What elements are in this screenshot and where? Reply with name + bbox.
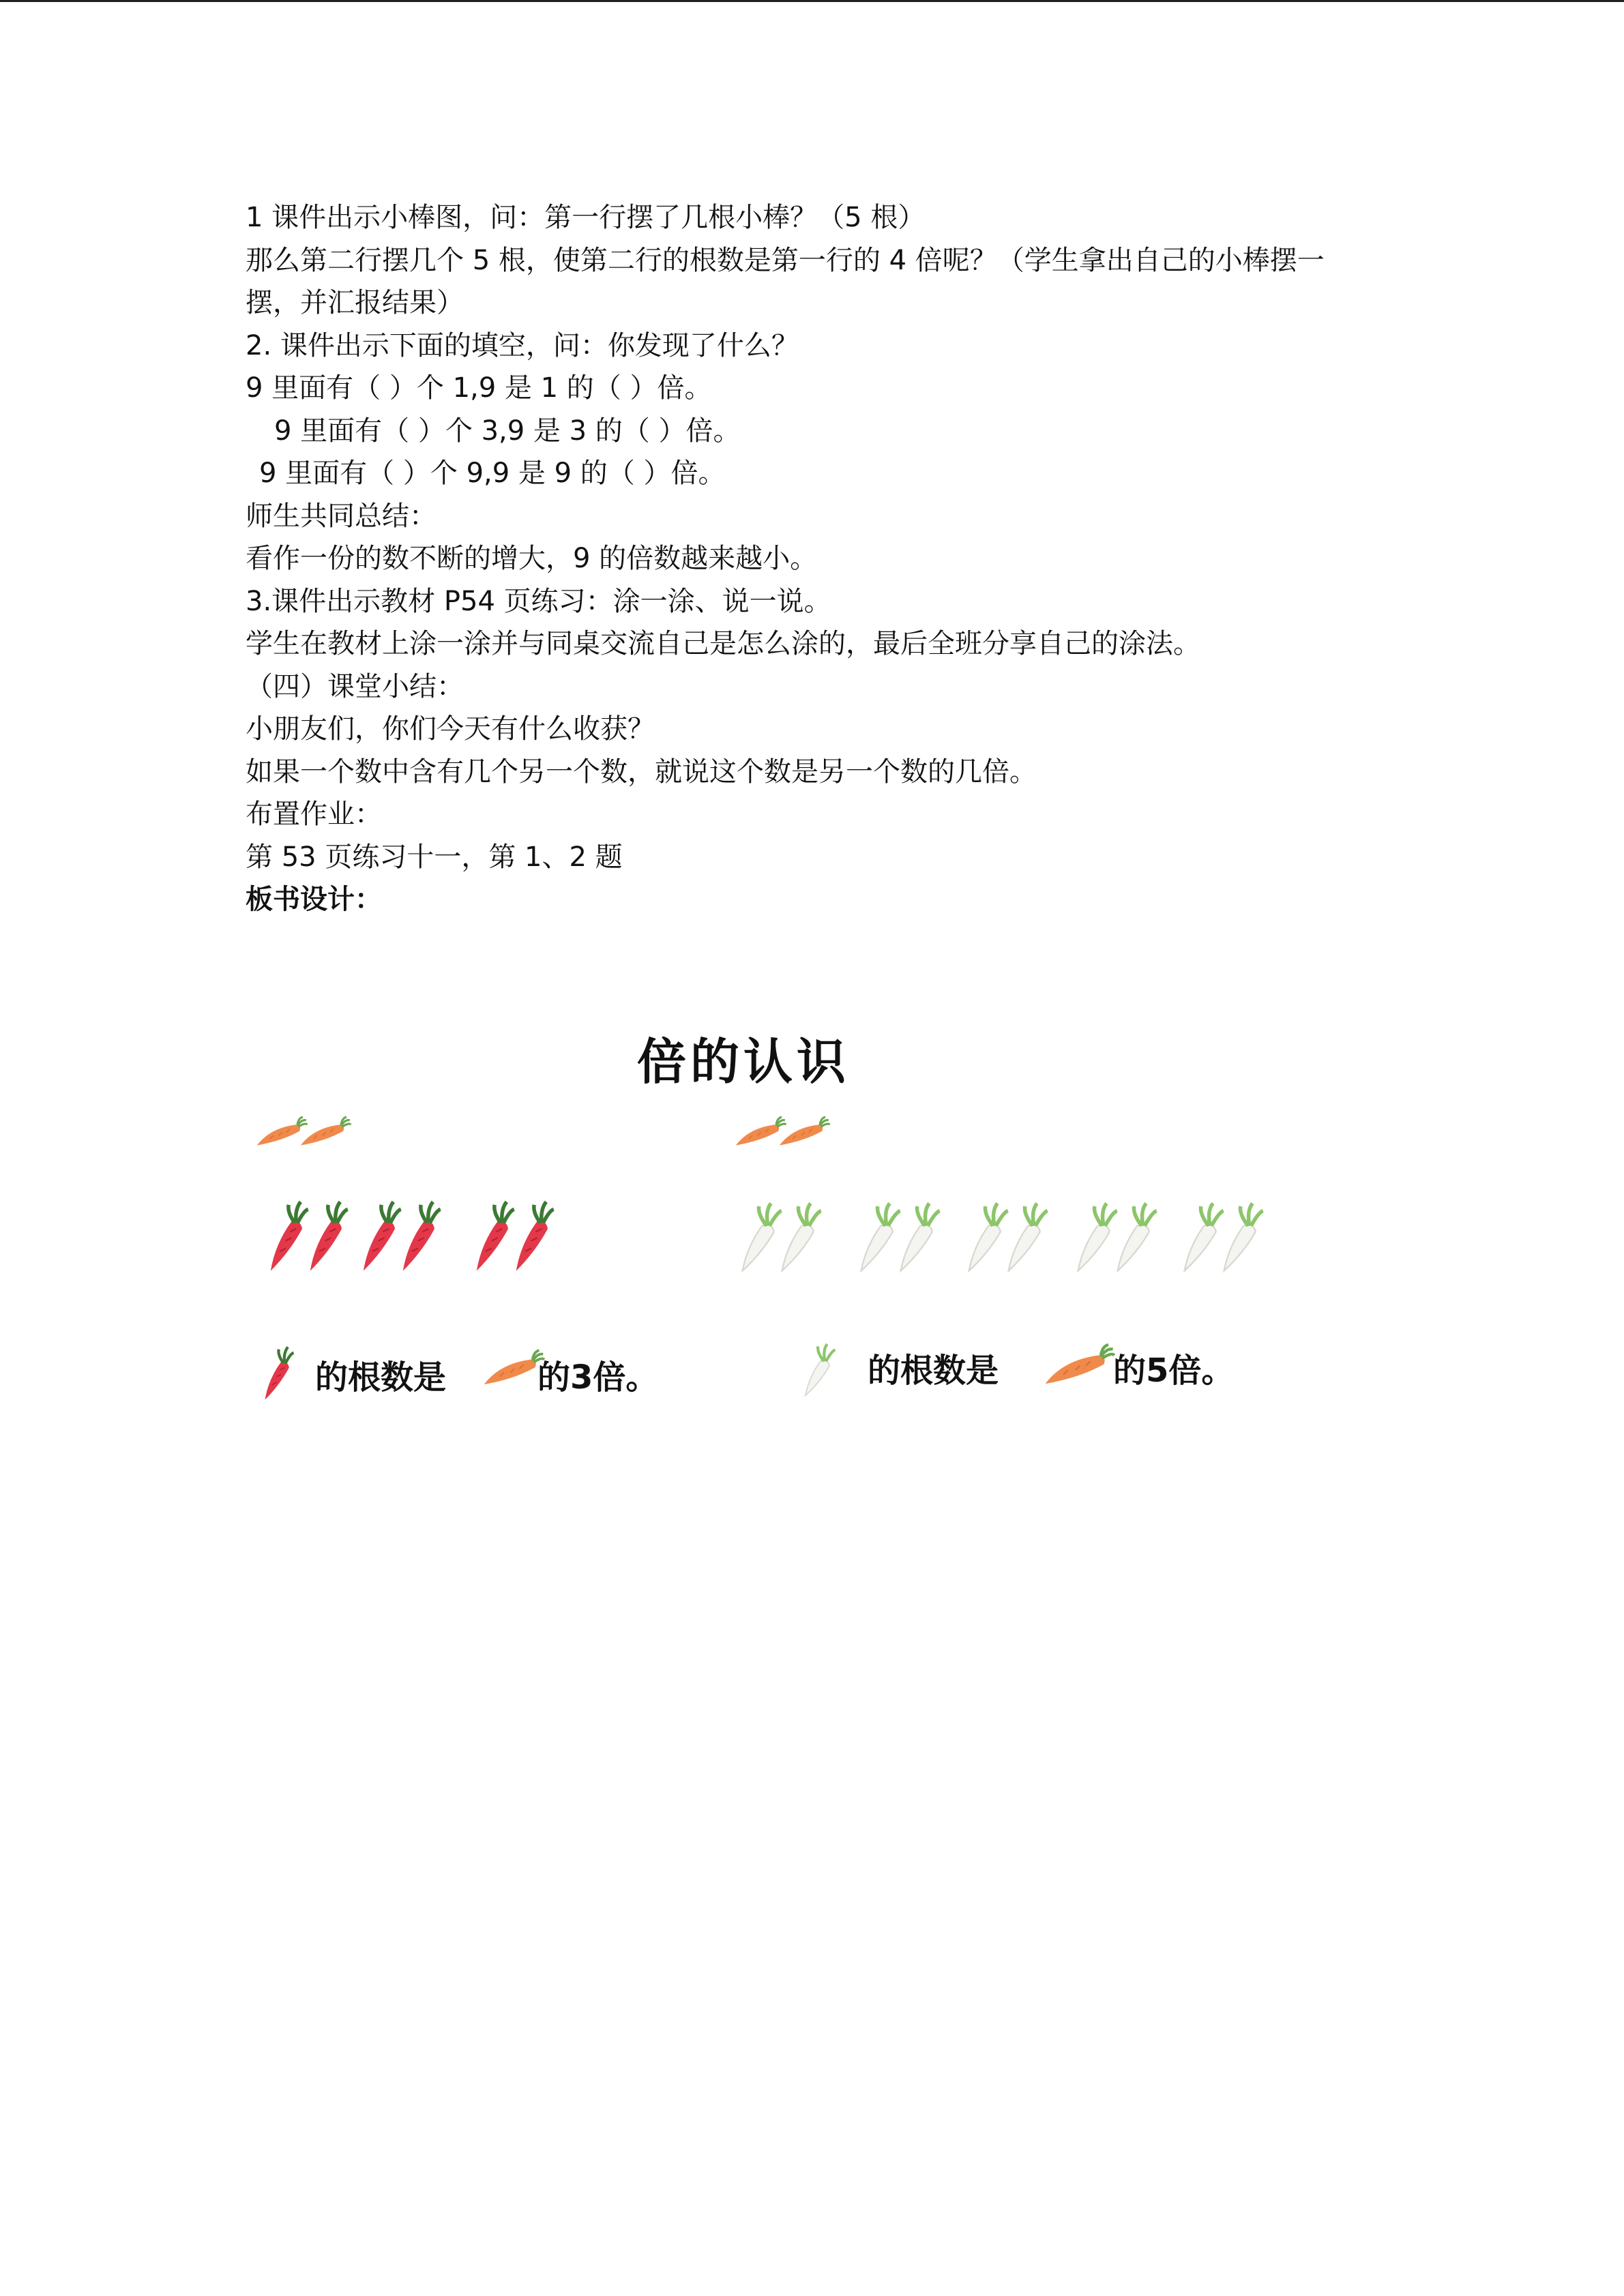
white-radish-icon: [1220, 1199, 1265, 1277]
text-line: 学生在教材上涂一涂并与同桌交流自己是怎么涂的，最后全班分享自己的涂法。: [246, 628, 1200, 659]
text-line: 师生共同总结：: [246, 500, 437, 532]
text-line: 看作一份的数不断的增大，9 的倍数越来越小。: [246, 543, 818, 574]
text-line: 9 里面有（ ）个 3,9 是 3 的（ ）倍。: [274, 415, 741, 447]
white-radish-icon: [857, 1199, 902, 1277]
white-radish-icon: [896, 1199, 941, 1277]
text-line: 9 里面有（ ）个 1,9 是 1 的（ ）倍。: [246, 372, 712, 404]
text-line: （四）课堂小结：: [246, 670, 464, 702]
red-radish-icon: [254, 1345, 301, 1405]
red-radish-icon: [265, 1199, 310, 1277]
left-caption-part1: 的根数是: [315, 1358, 447, 1397]
white-radish-icon: [795, 1341, 843, 1401]
orange-carrot-icon: [297, 1114, 352, 1155]
right-caption-part2: 的5倍。: [1113, 1352, 1235, 1390]
red-radish-icon: [357, 1199, 402, 1277]
orange-carrot-icon: [480, 1347, 546, 1395]
white-radish-icon: [1180, 1199, 1225, 1277]
orange-carrot-icon: [776, 1114, 831, 1155]
white-radish-icon: [1113, 1199, 1158, 1277]
text-line: 9 里面有（ ）个 9,9 是 9 的（ ）倍。: [259, 458, 726, 489]
white-radish-icon: [1004, 1199, 1049, 1277]
right-caption-part1: 的根数是: [868, 1352, 999, 1390]
white-radish-icon: [1074, 1199, 1119, 1277]
lesson-text: [246, 196, 1391, 921]
white-radish-icon: [964, 1199, 1009, 1277]
text-line: 摆，并汇报结果）: [246, 287, 464, 318]
text-line: 3.课件出示教材 P54 页练习：涂一涂、说一说。: [246, 585, 831, 617]
orange-carrot-icon: [1041, 1343, 1116, 1394]
text-line: 2. 课件出示下面的填空，问：你发现了什么？: [246, 329, 799, 361]
text-line: 布置作业：: [246, 799, 382, 830]
board-design-heading: 板书设计：: [246, 884, 382, 915]
text-line: 小朋友们，你们今天有什么收获？: [246, 713, 655, 745]
text-line: 如果一个数中含有几个另一个数，就说这个数是另一个数的几倍。: [246, 756, 1037, 788]
red-radish-icon: [304, 1199, 349, 1277]
page-top-border: [0, 0, 1624, 2]
red-radish-icon: [471, 1199, 516, 1277]
white-radish-icon: [738, 1199, 783, 1277]
text-line: 第 53 页练习十一，第 1、2 题: [246, 841, 623, 873]
red-radish-icon: [510, 1199, 555, 1277]
left-caption-part2: 的3倍。: [537, 1358, 659, 1397]
text-line: 那么第二行摆几个 5 根，使第二行的根数是第一行的 4 倍呢？（学生拿出自己的小棒摆一: [246, 244, 1325, 276]
red-radish-icon: [397, 1199, 442, 1277]
text-line: 1 课件出示小棒图，问：第一行摆了几根小棒？（5 根）: [246, 202, 926, 233]
white-radish-icon: [778, 1199, 823, 1277]
board-title: 倍的认识: [636, 1032, 850, 1090]
